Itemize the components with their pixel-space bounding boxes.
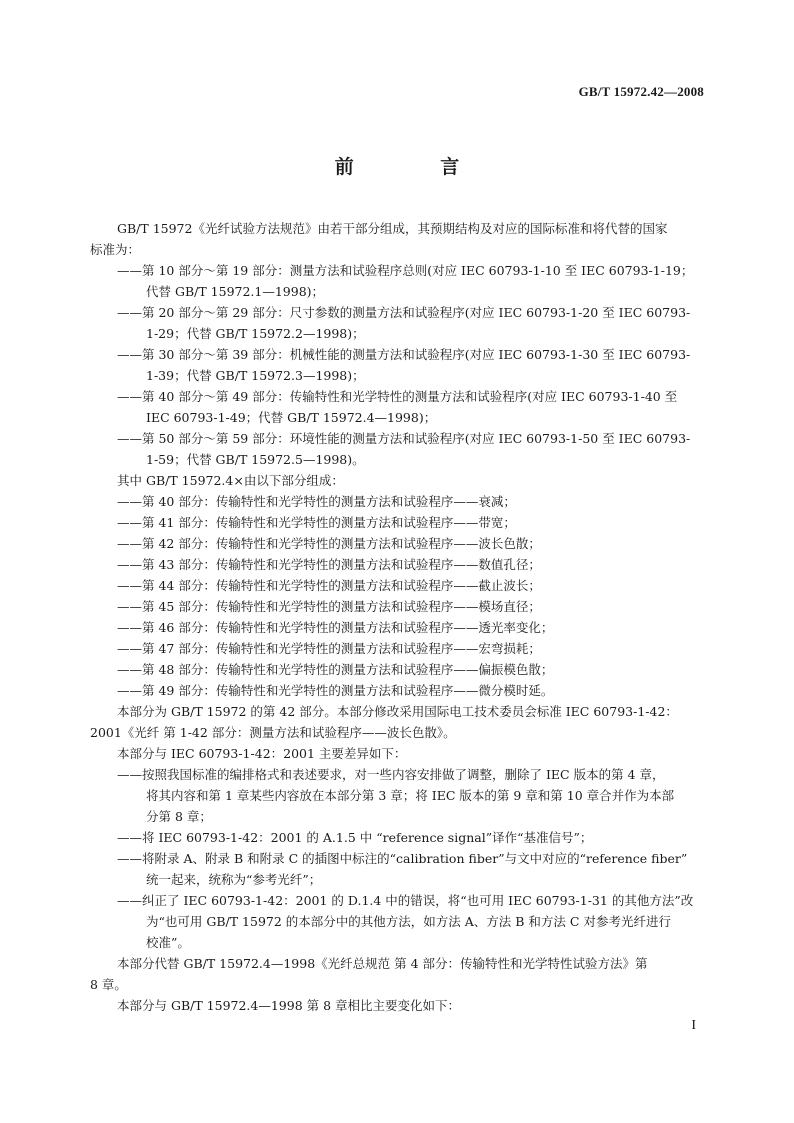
text-line: 本部分与 GB/T 15972.4—1998 第 8 章相比主要变化如下：	[117, 998, 461, 1013]
page-number: I	[691, 1018, 696, 1033]
text-line: ——按照我国标准的编排格式和表述要求，对一些内容安排做了调整，删除了 IEC 版本的第 4 章，	[117, 767, 665, 782]
page-title: 前 言	[334, 156, 500, 178]
document-body	[90, 218, 705, 1016]
text-line: ——第 47 部分：传输特性和光学特性的测量方法和试验程序——宏弯损耗；	[117, 641, 541, 656]
text-line: ——第 40 部分：传输特性和光学特性的测量方法和试验程序——衰减；	[117, 494, 516, 509]
text-line: 将其内容和第 1 章某些内容放在本部分第 3 章；将 IEC 版本的第 9 章和第 10 章合并作为本部	[146, 788, 675, 803]
text-line: 1-39；代替 GB/T 15972.3—1998)；	[146, 368, 365, 383]
text-line: 代替 GB/T 15972.1—1998)；	[146, 284, 325, 299]
text-line: ——第 48 部分：传输特性和光学特性的测量方法和试验程序——偏振模色散；	[117, 662, 554, 677]
text-line: ——第 46 部分：传输特性和光学特性的测量方法和试验程序——透光率变化；	[117, 620, 554, 635]
text-line: 本部分为 GB/T 15972 的第 42 部分。本部分修改采用国际电工技术委员会标准 IEC 60793-1-42：	[117, 704, 678, 719]
text-line: ——第 42 部分：传输特性和光学特性的测量方法和试验程序——波长色散；	[117, 536, 541, 551]
text-line: ——第 41 部分：传输特性和光学特性的测量方法和试验程序——带宽；	[117, 515, 516, 530]
text-line: 标准为：	[90, 242, 141, 257]
text-line: 统一起来，统称为“参考光纤”；	[146, 872, 322, 887]
text-line: 本部分代替 GB/T 15972.4—1998《光纤总规范 第 4 部分：传输特性和光学特性试验方法》第	[117, 956, 648, 971]
text-line: 其中 GB/T 15972.4×由以下部分组成：	[117, 473, 344, 488]
text-line: ——第 10 部分～第 19 部分：测量方法和试验程序总则(对应 IEC 60793-1-10 至 IEC 60793-1-19；	[117, 263, 694, 278]
text-line: ——将附录 A、附录 B 和附录 C 的插图中标注的“calibration fiber”与文中对应的“reference fiber”	[117, 851, 688, 866]
text-line: 为“也可用 GB/T 15972 的本部分中的其他方法，如方法 A、方法 B 和方法 C 对参考光纤进行	[146, 914, 671, 929]
text-line: IEC 60793-1-49；代替 GB/T 15972.4—1998)；	[146, 410, 437, 425]
text-line: ——纠正了 IEC 60793-1-42：2001 的 D.1.4 中的错误，将“也可用 IEC 60793-1-31 的其他方法”改	[117, 893, 694, 908]
text-line: ——第 49 部分：传输特性和光学特性的测量方法和试验程序——微分模时延。	[117, 683, 554, 698]
text-line: 本部分与 IEC 60793-1-42：2001 主要差异如下：	[117, 746, 407, 761]
text-line: 8 章。	[90, 977, 127, 992]
standard-code: GB/T 15972.42—2008	[578, 84, 704, 99]
text-line: ——第 44 部分：传输特性和光学特性的测量方法和试验程序——截止波长；	[117, 578, 541, 593]
text-line: ——第 50 部分～第 59 部分：环境性能的测量方法和试验程序(对应 IEC 60793-1-50 至 IEC 60793-	[117, 431, 691, 446]
text-line: GB/T 15972《光纤试验方法规范》由若干部分组成，其预期结构及对应的国际标准和将代替的国家	[117, 221, 668, 236]
text-line: ——将 IEC 60793-1-42：2001 的 A.1.5 中 “reference signal”译作“基准信号”；	[117, 830, 593, 845]
text-line: 1-59；代替 GB/T 15972.5—1998)。	[146, 452, 365, 467]
text-line: ——第 43 部分：传输特性和光学特性的测量方法和试验程序——数值孔径；	[117, 557, 541, 572]
text-line: 2001《光纤 第 1-42 部分：测量方法和试验程序——波长色散》。	[90, 725, 456, 740]
text-line: 校准”。	[146, 935, 190, 950]
text-line: ——第 30 部分～第 39 部分：机械性能的测量方法和试验程序(对应 IEC 60793-1-30 至 IEC 60793-	[117, 347, 691, 362]
text-line: ——第 45 部分：传输特性和光学特性的测量方法和试验程序——模场直径；	[117, 599, 541, 614]
text-line: 1-29；代替 GB/T 15972.2—1998)；	[146, 326, 365, 341]
text-line: ——第 20 部分～第 29 部分：尺寸参数的测量方法和试验程序(对应 IEC 60793-1-20 至 IEC 60793-	[117, 305, 691, 320]
text-line: 分第 8 章；	[146, 809, 212, 824]
text-line: ——第 40 部分～第 49 部分：传输特性和光学特性的测量方法和试验程序(对应 IEC 60793-1-40 至	[117, 389, 678, 404]
